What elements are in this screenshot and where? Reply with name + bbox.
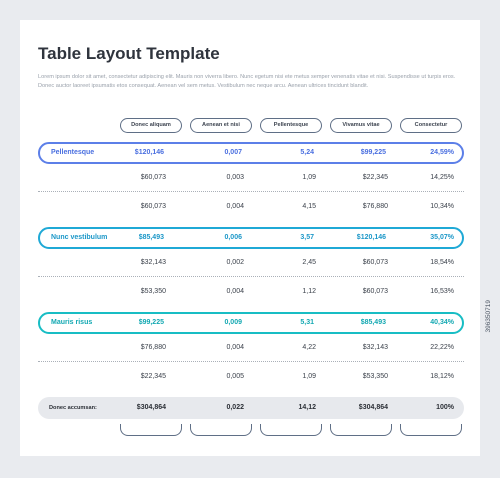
group-label: Mauris risus [51,319,93,326]
cell: 2,45 [302,259,316,266]
cell: 0,005 [226,373,244,380]
cell: $85,493 [138,234,164,241]
cell: 0,007 [224,149,242,156]
cell: $304,864 [136,404,166,411]
total-row [38,397,464,419]
cell: 1,09 [302,373,316,380]
cell: $60,073 [140,174,166,181]
cell: 0,003 [226,174,244,181]
cell: $76,880 [140,344,166,351]
column-header-1[interactable]: Donec aliquam [120,118,182,133]
cell: 0,009 [224,319,242,326]
cell: 4,15 [302,203,316,210]
total-label: Donec accumsan: [49,405,97,411]
column-header-2[interactable]: Aenean et nisi [190,118,252,133]
cell: 0,004 [226,344,244,351]
cell: $22,345 [140,373,166,380]
table-row [38,252,464,274]
cell: $85,493 [360,319,386,326]
cell: 18,54% [430,259,454,266]
table-row [38,337,464,359]
group-row-nunc-vestibulum[interactable] [38,227,464,249]
column-footer-5 [400,424,462,436]
cell: 4,22 [302,344,316,351]
column-footer-1 [120,424,182,436]
cell: 18,12% [430,373,454,380]
cell: $32,143 [140,259,166,266]
row-divider [38,191,464,192]
cell: $60,073 [362,288,388,295]
cell: $99,225 [360,149,386,156]
cell: $304,864 [358,404,388,411]
table-row [38,196,464,218]
column-footer-3 [260,424,322,436]
cell: $53,350 [140,288,166,295]
cell: 22,22% [430,344,454,351]
cell: 0,004 [226,203,244,210]
row-divider [38,361,464,362]
cell: 5,31 [300,319,314,326]
cell: $60,073 [362,259,388,266]
cell: 40,34% [430,319,454,326]
cell: 0,004 [226,288,244,295]
cell: 24,59% [430,149,454,156]
cell: 0,002 [226,259,244,266]
cell: $60,073 [140,203,166,210]
cell: $120,146 [356,234,386,241]
cell: 1,12 [302,288,316,295]
table-card [20,20,480,456]
cell: 14,25% [430,174,454,181]
cell: 35,07% [430,234,454,241]
cell: 1,09 [302,174,316,181]
table-row [38,167,464,189]
cell: 14,12 [298,404,316,411]
cell: 0,006 [224,234,242,241]
cell: $22,345 [362,174,388,181]
column-footer-4 [330,424,392,436]
stock-id-text: 396350719 [485,300,492,333]
column-footer-2 [190,424,252,436]
cell: $76,880 [362,203,388,210]
page-title: Table Layout Template [38,44,220,63]
column-header-3[interactable]: Pellentesque [260,118,322,133]
group-label: Pellentesque [51,149,95,156]
cell: 100% [436,404,454,411]
table-row [38,366,464,388]
cell: 0,022 [226,404,244,411]
group-row-pellentesque[interactable] [38,142,464,164]
description-text: Lorem ipsum dolor sit amet, consectetur adipiscing elit. Mauris non viverra libero. Nunc egetum nisi ete metus semper venenatis vitae et nisi. Suspendisse ut turpis eros. Donec auctor laoreet ipsumatis etos consequat. Aenean vel sem metus. Vestibulum nec neque arcu. Aenean ultrices tincidunt blandit. [38,74,456,89]
cell: 3,57 [300,234,314,241]
cell: $53,350 [362,373,388,380]
cell: $120,146 [134,149,164,156]
cell: 16,53% [430,288,454,295]
row-divider [38,276,464,277]
cell: 5,24 [300,149,314,156]
column-header-4[interactable]: Vivamus vitae [330,118,392,133]
table-row [38,281,464,303]
cell: 10,34% [430,203,454,210]
group-row-mauris-risus[interactable] [38,312,464,334]
group-label: Nunc vestibulum [51,234,108,241]
cell: $32,143 [362,344,388,351]
cell: $99,225 [138,319,164,326]
column-header-5[interactable]: Consectetur [400,118,462,133]
